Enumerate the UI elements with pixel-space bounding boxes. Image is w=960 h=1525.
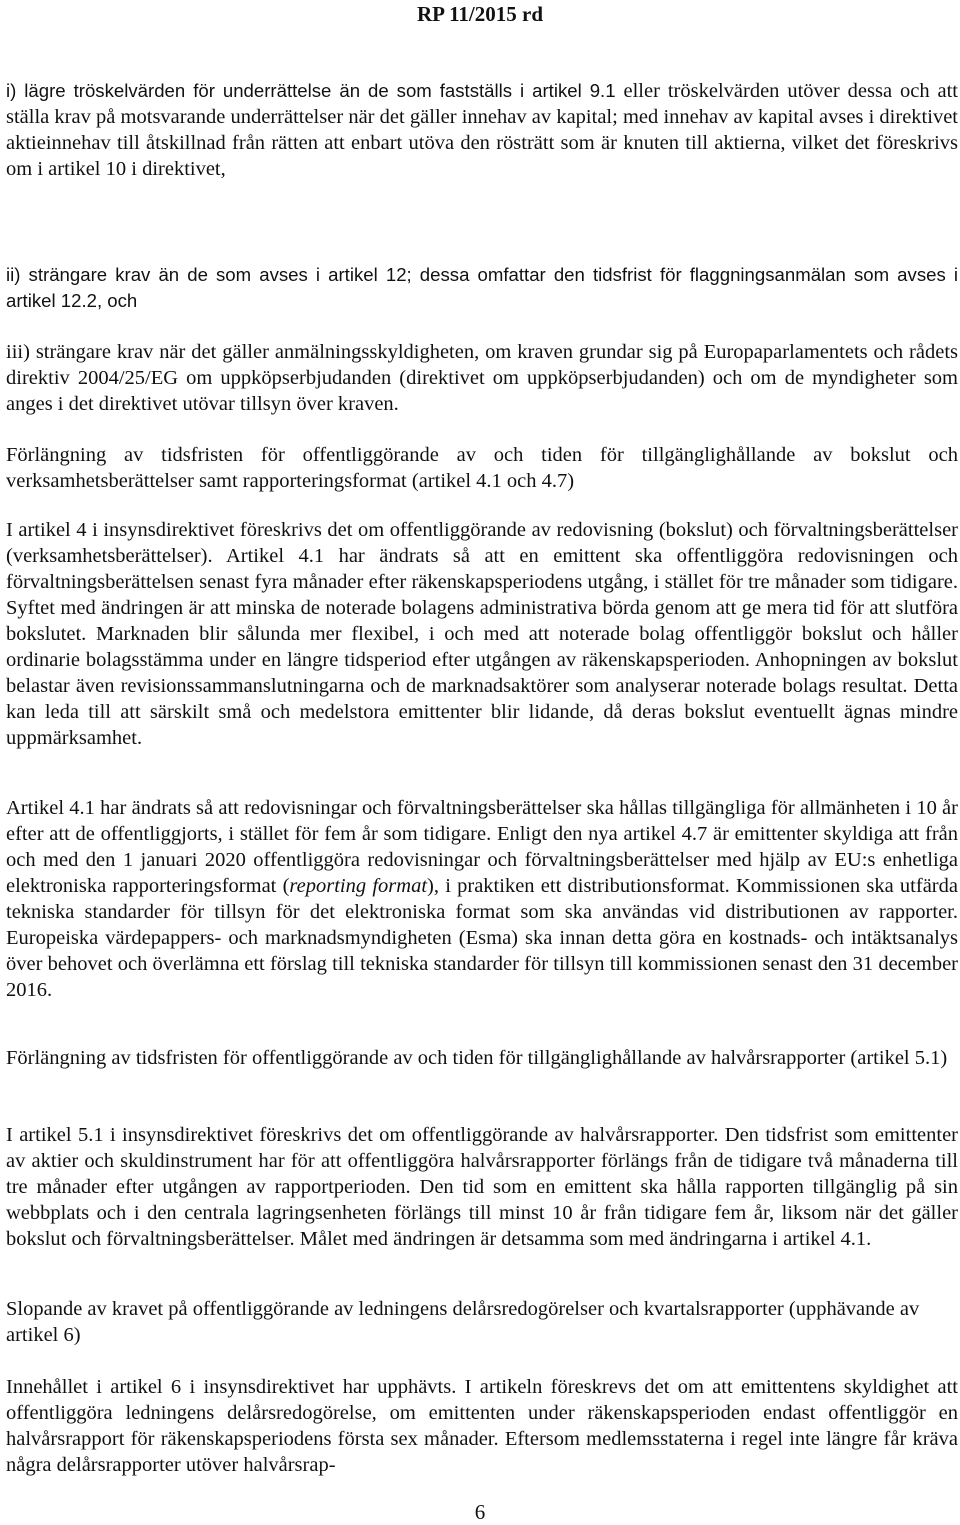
- section-heading: Förlängning av tidsfristen för offentliggörande av och tiden för tillgänglighållande av bokslut och verksamhetsberättelser samt rapporteringsformat (artikel 4.1 och 4.7): [6, 444, 958, 492]
- paragraph: I artikel 4 i insynsdirektivet föreskrivs det om offentliggörande av redovisning (bokslut) och förvaltningsberättelser (verksamhetsberättelser). Artikel 4.1 har ändrats så att en emittent ska offentliggöra redovisningen och förvaltningsberättelsen senast fyra månader efter räkenskapsperiodens utgång, i stället för tre månader som tidigare. Syftet med ändringen är att minska de noterade bolagens administrativa börda genom att ge mera tid för att slutföra bokslutet. Marknaden blir sålunda mer flexibel, i och med att noterade bolag offentliggör bokslut och håller ordinarie bolagsstämma under en längre tidsperiod efter utgången av räkenskapsperioden. Anhopningen av bokslut belastar även revisionssammanslutningarna och de marknadsaktörer som analyserar noterade bolags resultat. Detta kan leda till att särskilt små och medelstora emittenter blir lidande, då deras bokslut eventuellt ägnas mindre uppmärksamhet.: [6, 519, 958, 749]
- page-header: RP 11/2015 rd: [416, 2, 543, 26]
- page-number: 6: [474, 1500, 486, 1524]
- section-heading: Slopande av kravet på offentliggörande av ledningens delårsredogörelser och kvartalsrapporter (upphävande av artikel 6): [6, 1298, 920, 1346]
- list-item-i: [6, 78, 958, 182]
- paragraph: I artikel 5.1 i insynsdirektivet föreskrivs det om offentliggörande av halvårsrapporter. Den tidsfrist som emittenter av aktier och skuldinstrument har för att offentliggöra halvårsrapporter förlängs från de tidigare två månaderna till tre månader efter utgången av rapportperioden. Den tid som en emittent ska hålla rapporten tillgänglig på sin webbplats och i den centrala lagringsenheten förlängs till minst 10 år från tidigare fem år, liksom när det gäller bokslut och förvaltningsberättelser. Målet med ändringen är detsamma som med ändringarna i artikel 4.1.: [6, 1124, 958, 1250]
- paragraph-text: Artikel 4.1 har ändrats så att redovisningar och förvaltningsberättelser ska hållas tillgängliga för allmänheten i 10 år efter att de offentliggjorts, i stället för fem år som tidigare. Enligt den nya artikel 4.7 är emittenter skyldiga att från och med den 1 januari 2020 offentliggöra redovisningar och förvaltningsberättelser med hjälp av EU:s enhetliga elektroniska rapporteringsformat (: [6, 797, 958, 897]
- list-item-iii: iii) strängare krav när det gäller anmälningsskyldigheten, om kraven grundar sig på Europaparlamentets och rådets direktiv 2004/25/EG om uppköpserbjudanden (direktivet om uppköpserbjudanden) och om de myndigheter som anges i det direktivet utövar tillsyn över kraven.: [6, 341, 958, 415]
- paragraph-italic-term: reporting format: [289, 875, 428, 897]
- paragraph-text: ), i praktiken ett distributionsformat. Kommissionen ska utfärda tekniska standarder för tillsyn för det elektroniska format som ska användas vid distributionen av rapporter. Europeiska värdepappers- och marknadsmyndigheten (Esma) ska innan detta göra en kostnads- och intäktsanalys över behovet och överlämna ett förslag till tekniska standarder för tillsyn till kommissionen senast den 31 december 2016.: [6, 875, 958, 1001]
- paragraph: [6, 795, 958, 1003]
- paragraph: Innehållet i artikel 6 i insynsdirektivet har upphävts. I artikeln föreskrevs det om att emittentens skyldighet att offentliggöra ledningens delårsredogörelse, om emittenten under räkenskapsperioden endast offentliggör en halvårsrapport för räkenskapsperiodens första sex månader. Eftersom medlemsstaterna i regel inte längre får kräva några delårsrapporter utöver halvårsrap-: [6, 1376, 958, 1476]
- section-heading: Förlängning av tidsfristen för offentliggörande av och tiden för tillgänglighållande av halvårsrapporter (artikel 5.1): [6, 1047, 948, 1069]
- list-item-i-rest: eller tröskelvärden utöver dessa och att ställa krav på motsvarande underrättelser när det gäller innehav av kapital; med innehav av kapital avses i direktivet aktieinnehav till åtskillnad från rätten att enbart utöva den rösträtt som är knuten till aktierna, vilket det föreskrivs om i artikel 10 i direktivet,: [6, 80, 958, 180]
- list-item-ii: ii) strängare krav än de som avses i artikel 12; dessa omfattar den tidsfrist för flaggningsanmälan som avses i artikel 12.2, och: [6, 264, 958, 311]
- list-item-i-lead: i) lägre tröskelvärden för underrättelse än de som fastställs i artikel 9.1: [6, 80, 616, 101]
